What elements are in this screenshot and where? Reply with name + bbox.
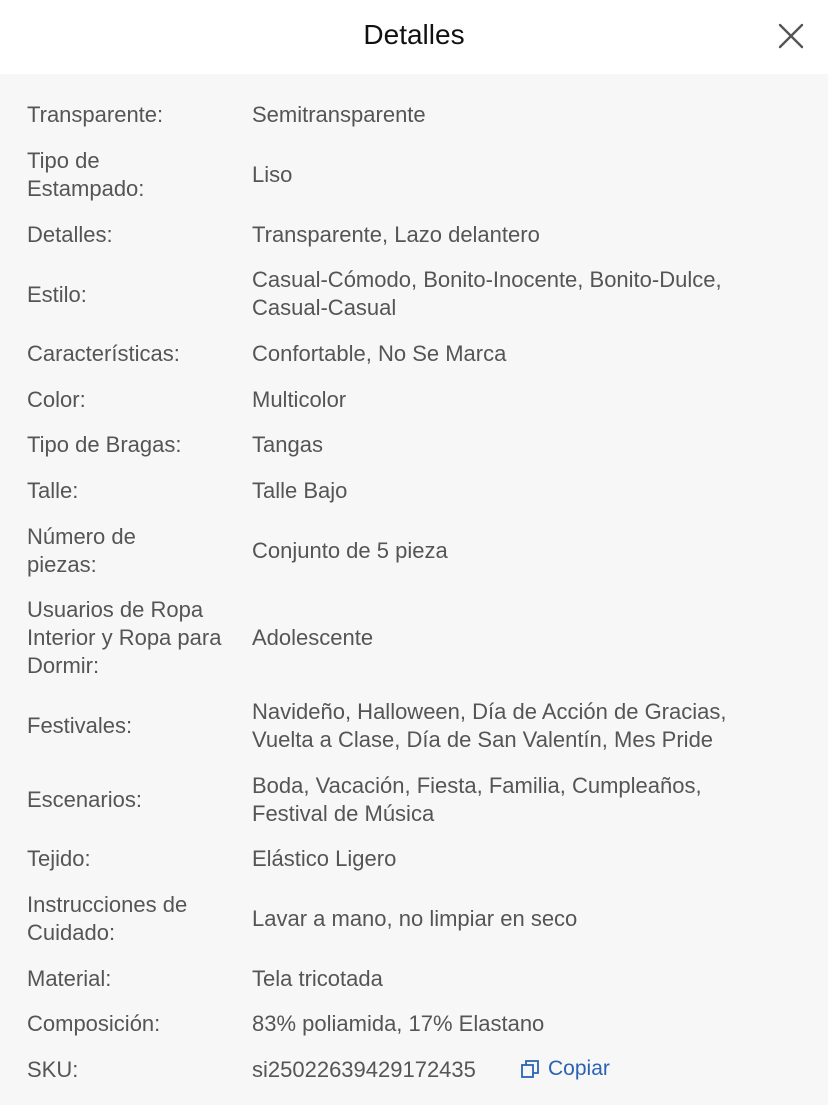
detail-value: Boda, Vacación, Fiesta, Familia, Cumpleaños, Festival de Música [252,773,702,826]
copy-icon [520,1059,540,1079]
detail-label: SKU: [27,1057,79,1082]
details-header [0,0,828,74]
detail-label: Talle: [27,478,79,503]
detail-label: Transparente: [27,102,164,127]
detail-value: Conjunto de 5 pieza [252,538,448,563]
detail-value: 83% poliamida, 17% Elastano [252,1011,545,1036]
detail-label: Características: [27,341,180,366]
detail-label: Tipo de Estampado: [27,148,145,201]
detail-value: Confortable, No Se Marca [252,341,507,366]
detail-label: Estilo: [27,282,87,307]
detail-label: Número de piezas: [27,524,136,577]
detail-value: Tela tricotada [252,966,383,991]
detail-value: Navideño, Halloween, Día de Acción de Gracias, Vuelta a Clase, Día de San Valentín, Mes Pride [252,699,727,752]
detail-value: Liso [252,162,293,187]
detail-value: Tangas [252,432,323,457]
detail-label: Material: [27,966,112,991]
detail-label: Festivales: [27,713,133,738]
detail-value: Talle Bajo [252,478,348,503]
page-title: Detalles [363,19,465,50]
close-icon [776,21,806,51]
detail-value: Multicolor [252,387,347,412]
detail-value: Semitransparente [252,102,426,127]
close-button[interactable] [776,21,806,51]
details-list [0,74,828,1105]
copy-sku-button[interactable] [520,1055,610,1083]
detail-label: Instrucciones de Cuidado: [27,892,188,945]
detail-label: Detalles: [27,222,113,247]
detail-value: Transparente, Lazo delantero [252,222,540,247]
sku-value: si25022639429172435 [252,1057,476,1082]
copy-label: Copiar [548,1057,610,1080]
detail-label: Color: [27,387,86,412]
detail-label: Tipo de Bragas: [27,432,182,457]
detail-value: Casual-Cómodo, Bonito-Inocente, Bonito-Dulce, Casual-Casual [252,267,722,320]
detail-label: Composición: [27,1011,161,1036]
detail-label: Escenarios: [27,787,142,812]
detail-value: Lavar a mano, no limpiar en seco [252,906,578,931]
detail-value: Elástico Ligero [252,846,397,871]
detail-label: Usuarios de Ropa Interior y Ropa para Dormir: [27,597,222,678]
detail-label: Tejido: [27,846,91,871]
detail-value: Adolescente [252,625,374,650]
